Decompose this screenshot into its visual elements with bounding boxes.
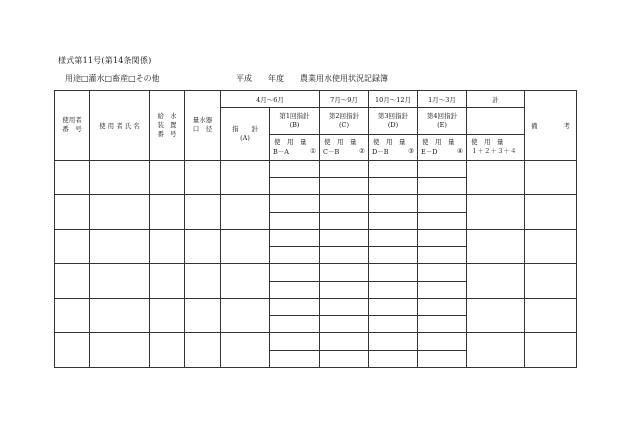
cell-usage-3[interactable] [369, 212, 418, 229]
cell-total[interactable] [467, 160, 525, 194]
header-user-name: 使 用 者 氏 名 [90, 91, 150, 161]
header-usage-1: 使 用 量 B－A ① [270, 134, 320, 160]
cell-usage-2[interactable] [320, 316, 369, 333]
header-total: 計 [467, 91, 525, 108]
header-usage-4: 使 用 量 E－D ④ [418, 134, 467, 160]
cell-usage-3[interactable] [369, 178, 418, 195]
cell-reading-2[interactable] [320, 195, 369, 212]
cell-reading-3[interactable] [369, 298, 418, 315]
cell-user-number[interactable] [55, 333, 90, 368]
form-number: 様式第11号(第14条関係) [58, 56, 152, 65]
cell-remarks[interactable] [525, 195, 577, 229]
cell-remarks[interactable] [525, 229, 577, 263]
cell-reading-3[interactable] [369, 160, 418, 177]
cell-reading-2[interactable] [320, 298, 369, 315]
table-row [55, 333, 577, 350]
cell-total[interactable] [467, 264, 525, 298]
header-user-number: 使用者 番 号 [55, 91, 90, 161]
cell-reading-4[interactable] [418, 264, 467, 281]
cell-user-number[interactable] [55, 298, 90, 332]
cell-remarks[interactable] [525, 298, 577, 332]
header-meter-bore: 量水器 口 径 [185, 91, 221, 161]
header-period-q3: 10月～12月 [369, 91, 418, 108]
cell-usage-1[interactable] [270, 316, 320, 333]
cell-reading-3[interactable] [369, 333, 418, 350]
cell-device-number[interactable] [150, 298, 185, 332]
header-reading-3: 第3回指針 (D) [369, 108, 418, 134]
table-row [55, 229, 577, 246]
cell-meter-bore[interactable] [185, 160, 221, 194]
cell-meter-bore[interactable] [185, 229, 221, 263]
cell-initial-reading[interactable] [221, 298, 270, 332]
cell-total[interactable] [467, 333, 525, 368]
cell-reading-1[interactable] [270, 333, 320, 350]
cell-reading-3[interactable] [369, 229, 418, 246]
cell-reading-2[interactable] [320, 229, 369, 246]
cell-remarks[interactable] [525, 264, 577, 298]
cell-total[interactable] [467, 195, 525, 229]
cell-device-number[interactable] [150, 229, 185, 263]
cell-device-number[interactable] [150, 333, 185, 368]
table-row [55, 195, 577, 212]
cell-usage-3[interactable] [369, 281, 418, 298]
cell-user-number[interactable] [55, 229, 90, 263]
table-row [55, 160, 577, 177]
cell-usage-1[interactable] [270, 178, 320, 195]
cell-reading-4[interactable] [418, 298, 467, 315]
cell-user-number[interactable] [55, 264, 90, 298]
header-reading-4: 第4回指針 (E) [418, 108, 467, 134]
cell-usage-2[interactable] [320, 212, 369, 229]
cell-user-name[interactable] [90, 298, 150, 332]
cell-usage-4[interactable] [418, 178, 467, 195]
cell-meter-bore[interactable] [185, 195, 221, 229]
cell-usage-4[interactable] [418, 281, 467, 298]
cell-reading-3[interactable] [369, 195, 418, 212]
cell-user-number[interactable] [55, 160, 90, 194]
header-device-number: 給 装 番 水 置 号 [150, 91, 185, 161]
table-row [55, 298, 577, 315]
header-usage-total: 使 用 量 １＋２＋３＋４ [467, 134, 525, 160]
header-initial-reading: 指 針 (A) [221, 108, 270, 161]
header-remarks: 備 考 [525, 91, 577, 161]
year-label: 年度 [268, 74, 284, 83]
cell-remarks[interactable] [525, 160, 577, 194]
cell-usage-4[interactable] [418, 350, 467, 367]
cell-usage-2[interactable] [320, 350, 369, 367]
table-row [55, 264, 577, 281]
cell-user-number[interactable] [55, 195, 90, 229]
cell-meter-bore[interactable] [185, 264, 221, 298]
cell-user-name[interactable] [90, 333, 150, 368]
cell-device-number[interactable] [150, 264, 185, 298]
cell-remarks[interactable] [525, 333, 577, 368]
cell-device-number[interactable] [150, 160, 185, 194]
cell-usage-1[interactable] [270, 247, 320, 264]
header-usage-3: 使 用 量 D－B ③ [369, 134, 418, 160]
cell-reading-4[interactable] [418, 160, 467, 177]
cell-usage-2[interactable] [320, 178, 369, 195]
document-title: 農業用水使用状況記録簿 [300, 74, 388, 83]
header-period-q4: 1月～3月 [418, 91, 467, 108]
cell-usage-3[interactable] [369, 316, 418, 333]
cell-reading-4[interactable] [418, 229, 467, 246]
cell-reading-2[interactable] [320, 160, 369, 177]
cell-reading-2[interactable] [320, 264, 369, 281]
header-usage-2: 使 用 量 C－B ② [320, 134, 369, 160]
cell-initial-reading[interactable] [221, 333, 270, 368]
header-total-blank [467, 108, 525, 134]
cell-reading-3[interactable] [369, 264, 418, 281]
cell-reading-2[interactable] [320, 333, 369, 350]
cell-reading-4[interactable] [418, 195, 467, 212]
cell-reading-1[interactable] [270, 160, 320, 177]
header-reading-2: 第2回指針 (C) [320, 108, 369, 134]
cell-usage-4[interactable] [418, 316, 467, 333]
cell-initial-reading[interactable] [221, 160, 270, 194]
cell-meter-bore[interactable] [185, 333, 221, 368]
cell-meter-bore[interactable] [185, 298, 221, 332]
cell-usage-1[interactable] [270, 212, 320, 229]
cell-total[interactable] [467, 298, 525, 332]
cell-reading-1[interactable] [270, 264, 320, 281]
header-period-q2: 7月～9月 [320, 91, 369, 108]
cell-usage-2[interactable] [320, 281, 369, 298]
usage-checkboxes: 用途□灌水□畜産□その他 [65, 74, 160, 83]
cell-usage-4[interactable] [418, 212, 467, 229]
header-reading-1: 第1回指針 (B) [270, 108, 320, 134]
usage-ledger-table [54, 90, 577, 368]
cell-initial-reading[interactable] [221, 229, 270, 263]
cell-reading-4[interactable] [418, 333, 467, 350]
cell-reading-1[interactable] [270, 195, 320, 212]
cell-usage-2[interactable] [320, 247, 369, 264]
cell-device-number[interactable] [150, 195, 185, 229]
cell-user-name[interactable] [90, 229, 150, 263]
cell-user-name[interactable] [90, 160, 150, 194]
cell-usage-3[interactable] [369, 350, 418, 367]
cell-initial-reading[interactable] [221, 264, 270, 298]
cell-reading-1[interactable] [270, 298, 320, 315]
header-period-q1: 4月～6月 [221, 91, 320, 108]
cell-user-name[interactable] [90, 264, 150, 298]
cell-reading-1[interactable] [270, 229, 320, 246]
cell-user-name[interactable] [90, 195, 150, 229]
era-label: 平成 [236, 74, 252, 83]
cell-usage-1[interactable] [270, 350, 320, 367]
cell-usage-3[interactable] [369, 247, 418, 264]
cell-usage-4[interactable] [418, 247, 467, 264]
cell-initial-reading[interactable] [221, 195, 270, 229]
cell-usage-1[interactable] [270, 281, 320, 298]
cell-total[interactable] [467, 229, 525, 263]
